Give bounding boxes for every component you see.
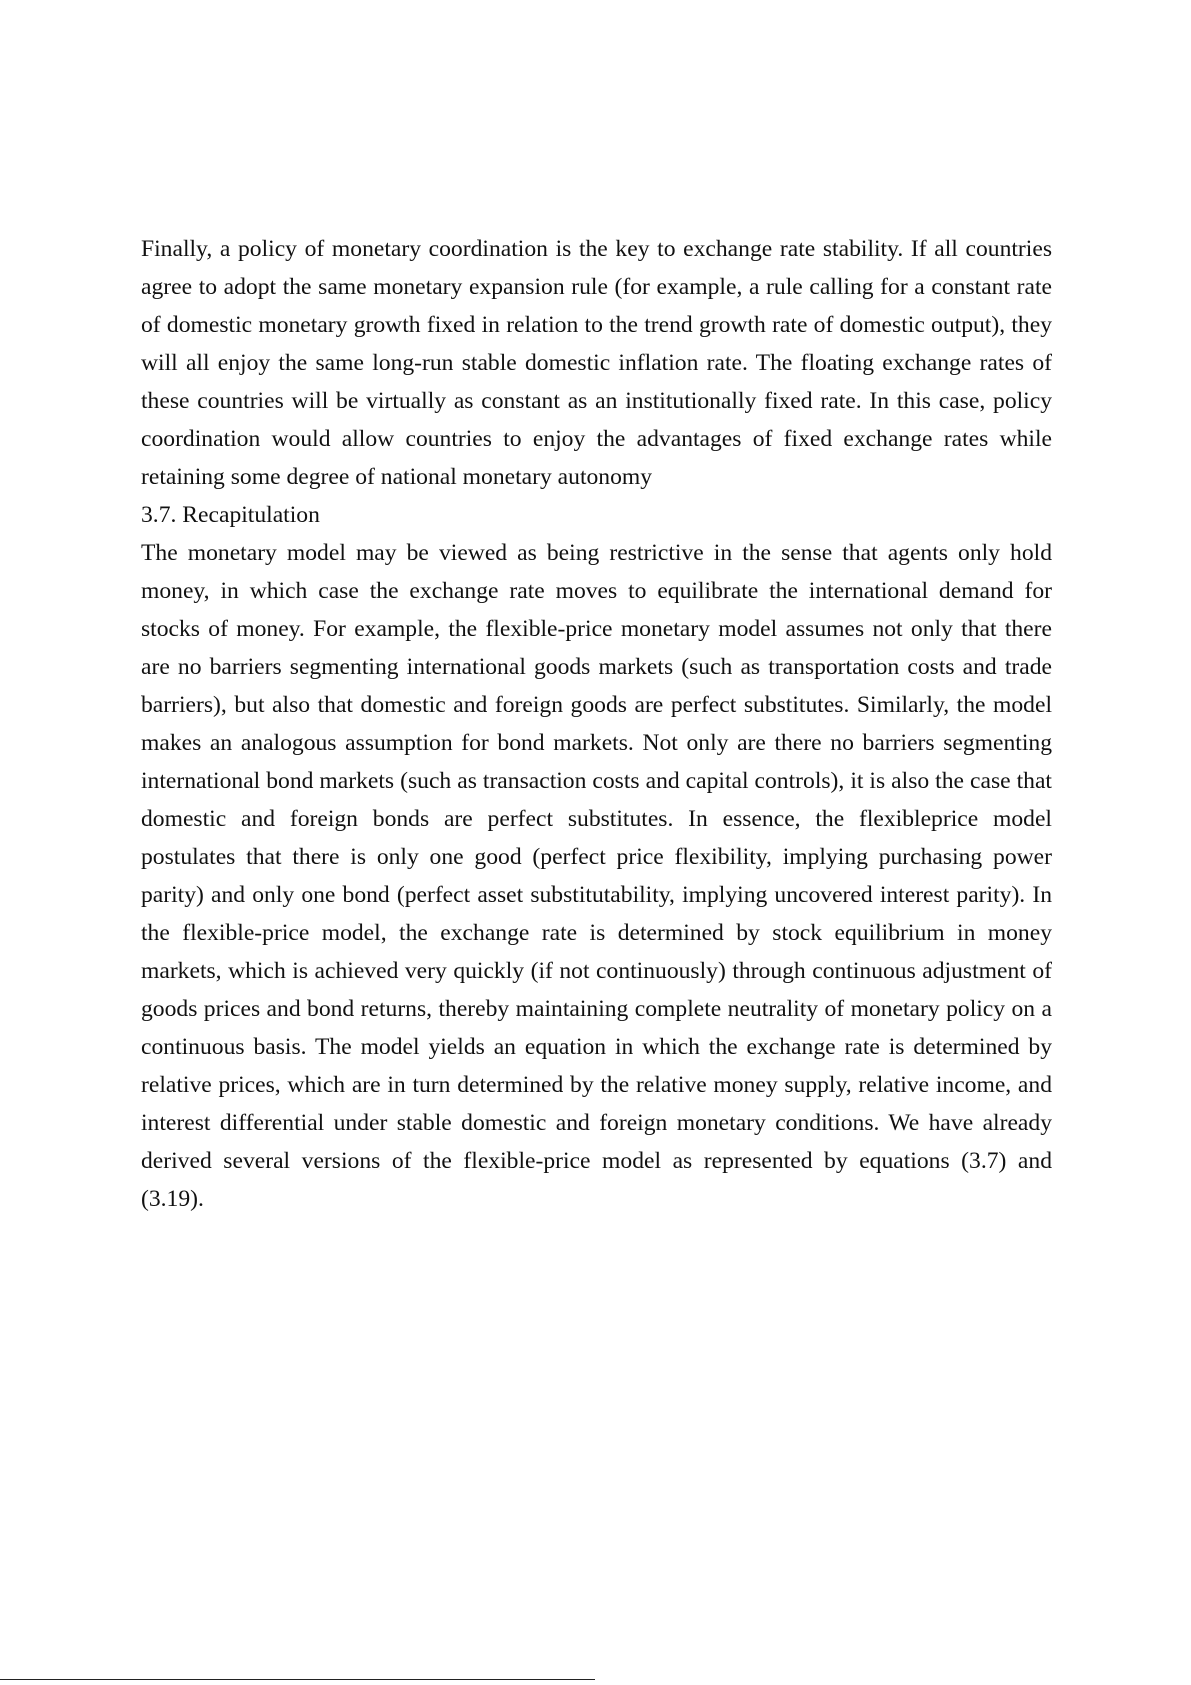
paragraph-recapitulation: The monetary model may be viewed as being restrictive in the sense that agents only hold money, in which case the exchange rate moves to equilibrate the international demand for stocks of money. For example, the flexible-price monetary model assumes not only that there are no barriers segmenting international goods markets (such as transportation costs and trade barriers), but also that domestic and foreign goods are perfect substitutes. Similarly, the model makes an analogous assumption for bond markets. Not only are there no barriers segmenting international bond markets (such as transaction costs and capital controls), it is also the case that domestic and foreign bonds are perfect substitutes. In essence, the flexibleprice model postulates that there is only one good (perfect price flexibility, implying purchasing power parity) and only one bond (perfect asset substitutability, implying uncovered interest parity). In the flexible-price model, the exchange rate is determined by stock equilibrium in money markets, which is achieved very quickly (if not continuously) through continuous adjustment of goods prices and bond returns, thereby maintaining complete neutrality of monetary policy on a continuous basis. The model yields an equation in which the exchange rate is determined by relative prices, which are in turn determined by the relative money supply, relative income, and interest differential under stable domestic and foreign monetary conditions. We have already derived several versions of the flexible-price model as represented by equations (3.7) and (3.19). [141,540,1052,1212]
body-text [141,230,1052,1218]
paragraph-monetary-coordination: Finally, a policy of monetary coordination is the key to exchange rate stability. If all countries agree to adopt the same monetary expansion rule (for example, a rule calling for a constant rate of domestic monetary growth fixed in relation to the trend growth rate of domestic output), they will all enjoy the same long-run stable domestic inflation rate. The floating exchange rates of these countries will be virtually as constant as an institutionally fixed rate. In this case, policy coordination would allow countries to enjoy the advantages of fixed exchange rates while retaining some degree of national monetary autonomy [141,236,1052,490]
footnote-divider [0,1679,595,1680]
section-heading-recapitulation: 3.7. Recapitulation [141,502,320,528]
